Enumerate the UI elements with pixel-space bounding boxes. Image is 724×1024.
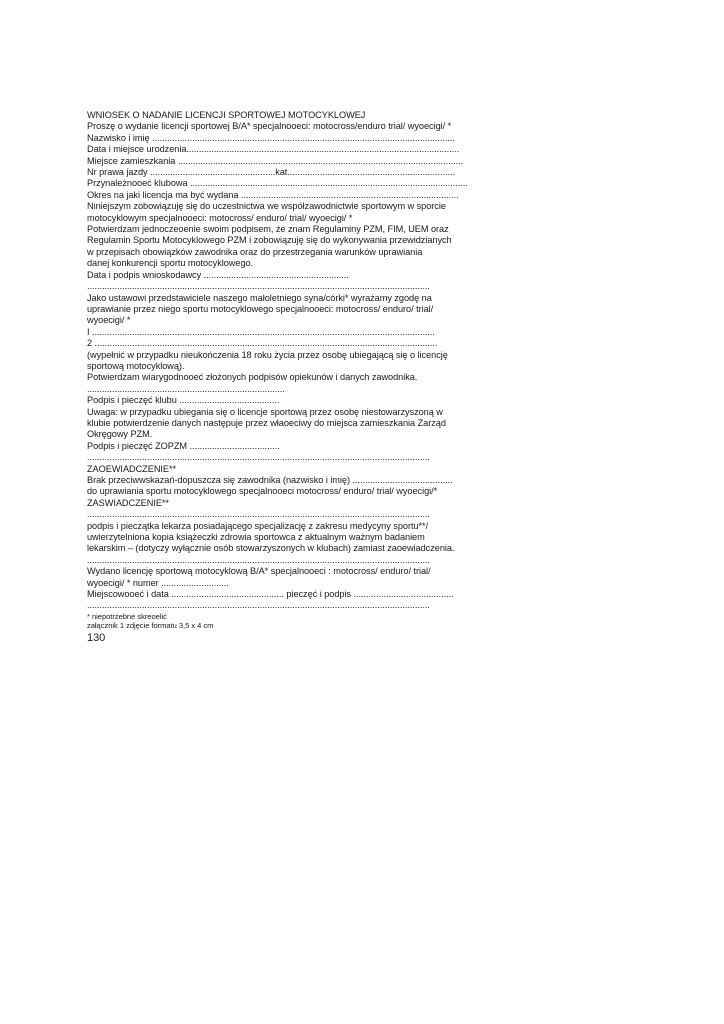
document-line: Okres na jaki licencja ma być wydana ....................................................................................... [87,189,459,200]
document-line: Miejsce zamieszkania .................................................................................................................. [87,155,464,166]
document-line: sportową motocyklową). [87,360,185,371]
document-line: lekarskim – (dotyczy wyłącznie osób stowarzyszonych w klubach) zamiast zaoewiadczenia. [87,543,455,554]
document-line: ......................................................................................................................................... [87,281,430,292]
document-line: danej konkurencji sportu motocyklowego. [87,258,254,269]
document-line: Wydano licencję sportową motocyklową B/A* specjalnooeci : motocross/ enduro/ trial/ [87,566,431,577]
document-line: klubie potwierdzenie danych następuje przez właoeciwy do miejsca zamieszkania Zarząd [87,417,446,428]
document-line: ......................................................................................................................................... [87,600,430,611]
document-line: uwierzytelniona kopia książeczki zdrowia sportowca z aktualnym ważnym badaniem [87,532,425,543]
document-line: Przynależnooeć klubowa ............................................................................................................... [87,178,468,189]
page-number: 130 [87,632,106,645]
document-line: Miejscowooeć i data ............................................. pieczęć i podpis ........................................ [87,589,454,600]
document-line: (wypełnić w przypadku nieukończenia 18 roku życia przez osobę ubiegającą się o licencję [87,349,448,360]
document-line: Niniejszym zobowiązuję się do uczestnictwa we współzawodnictwie sportowym w sporcie [87,201,446,212]
document-line: WNIOSEK O NADANIE LICENCJI SPORTOWEJ MOTOCYKLOWEJ [87,110,366,120]
document-line: podpis i pieczątka lekarza posiadającego specjalizację z zakresu medycyny sportu**/ [87,520,429,531]
document-line: Podpis i pieczęć klubu ........................................ [87,395,280,406]
document-line: Potwierdzam wiarygodnooeć złożonych podpisów opiekunów i danych zawodnika. [87,372,418,383]
document-line: 2 ......................................................................................................................................... [87,338,438,349]
document-line: wyoecigi/ * [87,315,131,326]
document-line: Data i podpis wnioskodawcy .......................................................... [87,269,349,280]
footnotes [87,612,507,631]
document-line: Jako ustawowi przedstawiciele naszego małoletniego syna/córki* wyrażamy zgodę na [87,292,432,303]
footnote: załącznik 1 zdjęcie formatu 3,5 x 4 cm [87,621,214,631]
document-page [87,110,507,645]
document-line: Uwaga: w przypadku ubiegania się o licencje sportową przez osobę niestowarzyszoną w [87,406,443,417]
document-line: Nazwisko i imię ......................................................................................................................... [87,132,455,143]
document-line: ......................................................................................................................................... [87,509,430,520]
document-line: Brak przeciwwskazań-dopuszcza się zawodnika (nazwisko i imię) ........................................ [87,475,453,485]
document-line: Nr prawa jazdy ..................................................kat................................................................... [87,167,455,178]
document-line: I ......................................................................................................................................... [87,326,435,337]
document-line: Podpis i pieczęć ZOPZM .................................... [87,440,280,451]
document-line: motocyklowym specjalnooeci: motocross/ enduro/ trial/ wyoecigi/ * [87,212,353,223]
document-body [87,110,507,612]
document-line: ......................................................................................................................................... [87,452,430,463]
document-line: ............................................................................... [87,383,285,394]
document-line: uprawianie przez niego sportu motocyklowego specjalnooeci: motocross/ enduro/ trial/ [87,303,434,314]
document-line: ZASWIADCZENIE** [87,497,169,508]
document-line: w przepisach obowiązków zawodnika oraz do przestrzegania warunków uprawiania [87,246,423,257]
document-line: Data i miejsce urodzenia............................................................................................................. [87,144,460,155]
document-line: Regulamin Sportu Motocyklowego PZM i zobowiązuję się do wykonywania przewidzianych [87,235,452,246]
document-line: Okręgowy PZM. [87,429,153,440]
document-line: ZAOEWIADCZENIE** [87,463,177,474]
document-line: Proszę o wydanie licencji sportowej B/A* specjalnooeci: motocross/enduro trial/ wyoecigi/ * [87,121,452,132]
document-line: Potwierdzam jednoczeoenie swoim podpisem, że znam Regulaminy PZM, FIM, UEM oraz [87,224,449,235]
footnote: * niepotrzebne skreoelić [87,611,167,621]
document-line: wyoecigi/ * numer ........................... [87,577,229,588]
document-line: ......................................................................................................................................... [87,554,430,565]
document-line: do uprawiania sportu motocyklowego specjalnooeci motocross/ enduro/ trial/ wyoecigi/* [87,486,438,497]
